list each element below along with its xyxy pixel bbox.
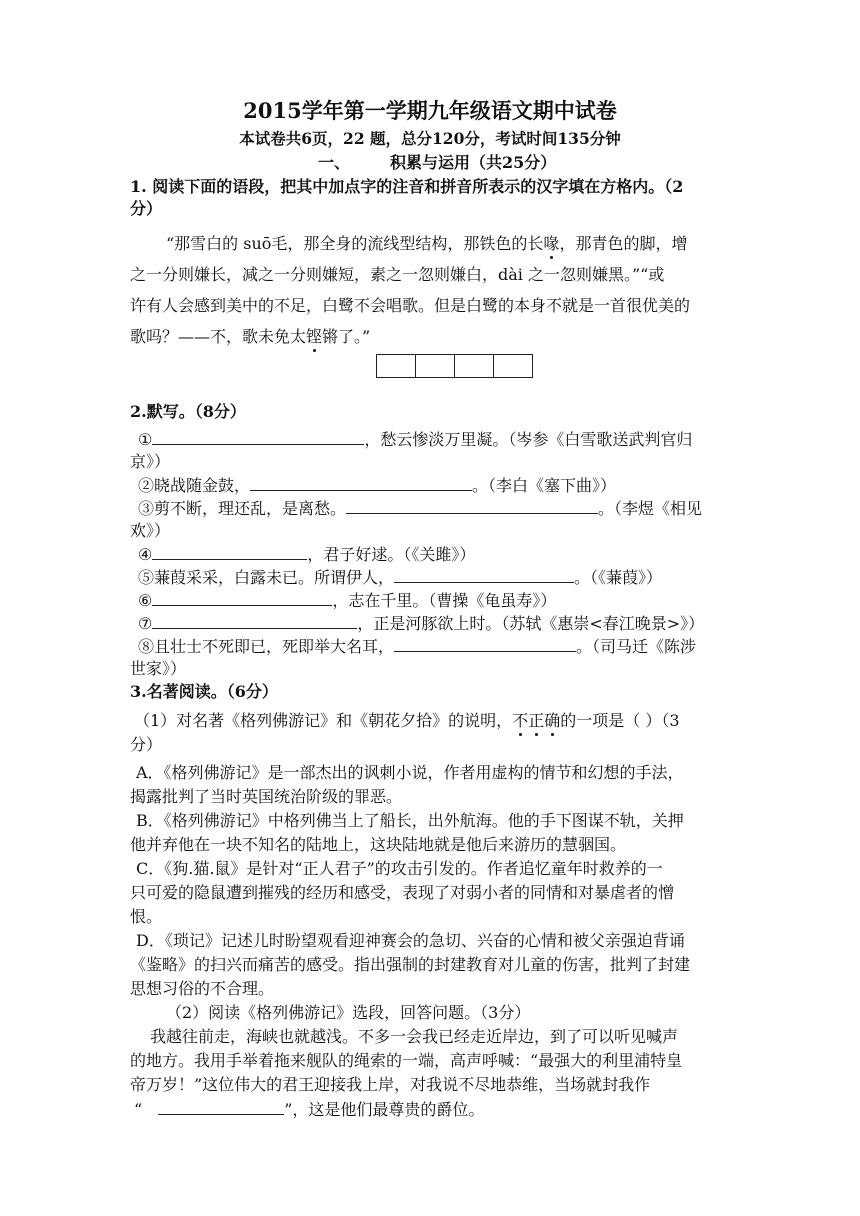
q2-text: 。（李煜《相见 bbox=[598, 499, 703, 518]
answer-blank[interactable] bbox=[152, 543, 307, 560]
q3-sub1-cont: 分） bbox=[130, 735, 163, 754]
q2-line5 bbox=[138, 566, 662, 589]
item-number: ① bbox=[138, 430, 153, 449]
dotted-char: 喙 bbox=[543, 234, 560, 253]
dotted-char: 不 bbox=[512, 711, 529, 730]
q1-passage-text: 锵了。” bbox=[322, 327, 371, 346]
section-heading bbox=[318, 152, 556, 174]
dotted-char: 确 bbox=[544, 711, 561, 730]
q1-passage-line1 bbox=[166, 233, 687, 255]
q3-sub1 bbox=[134, 710, 680, 732]
dotted-text bbox=[512, 711, 560, 730]
option-b-line1: B．《格列佛游记》中格列佛当上了船长，出外航海。他的手下图谋不轨，关押 bbox=[136, 811, 684, 830]
q2-text: ，君子好逑。（《关雎》） bbox=[307, 545, 476, 564]
q2-line1-cont: 京》） bbox=[130, 452, 171, 471]
q3-text: 的一项是（ ）（3 bbox=[560, 711, 680, 730]
q2-text: ，正是河豚欲上时。（苏轼《惠崇<春江晚景>》） bbox=[357, 614, 705, 633]
q2-line8-cont: 世家》） bbox=[130, 659, 187, 678]
q3-text: （1）对名著《格列佛游记》和《朝花夕拾》的说明， bbox=[134, 711, 513, 730]
answer-blank[interactable] bbox=[394, 566, 574, 583]
option-c-line3: 恨。 bbox=[130, 907, 163, 926]
q2-text: ③剪不断，理还乱，是离愁。 bbox=[138, 499, 347, 518]
item-number: ⑦ bbox=[138, 614, 153, 633]
answer-blank[interactable] bbox=[152, 589, 332, 606]
section-name: 积累与运用（共25分） bbox=[390, 153, 557, 172]
q2-line1 bbox=[138, 428, 692, 451]
q2-text: 。（司马迁《陈涉 bbox=[576, 637, 697, 656]
q2-text: ，志在千里。（曹操《龟虽寿》） bbox=[332, 591, 557, 610]
q2-text: 。（李白《塞下曲》） bbox=[472, 476, 617, 495]
q2-line3-cont: 欢》） bbox=[130, 521, 171, 540]
q2-line3 bbox=[138, 497, 702, 520]
q2-heading: 2.默写。（8分） bbox=[130, 402, 246, 421]
answer-box[interactable] bbox=[376, 354, 416, 378]
q2-line2 bbox=[138, 474, 616, 497]
answer-blank[interactable] bbox=[152, 612, 357, 629]
reading-line4 bbox=[134, 1098, 484, 1121]
answer-box[interactable] bbox=[454, 354, 494, 378]
exam-title: 2015学年第一学期九年级语文期中试卷 bbox=[243, 98, 617, 123]
answer-grid bbox=[376, 354, 532, 378]
option-a-line1: A．《格列佛游记》是一部杰出的讽刺小说，作者用虚构的情节和幻想的手法， bbox=[136, 763, 684, 782]
q1-prompt-line2: 分） bbox=[130, 199, 163, 218]
q1-passage-line4 bbox=[130, 326, 370, 348]
option-d-line2: 《鉴略》的扫兴而痛苦的感受。指出强制的封建教育对儿童的伤害，批判了封建 bbox=[130, 955, 691, 974]
q1-passage-text: “那雪白的 suō毛，那全身的流线型结构，那铁色的长 bbox=[166, 234, 544, 253]
dotted-char: 正 bbox=[528, 711, 545, 730]
option-c-line1: C．《狗.猫.鼠》是针对“正人君子”的攻击引发的。作者追忆童年时救养的一 bbox=[136, 859, 663, 878]
q2-line6 bbox=[138, 589, 556, 612]
q3-heading: 3.名著阅读。（6分） bbox=[130, 682, 278, 701]
q1-passage-line2: 之一分则嫌长，减之一分则嫌短，素之一忽则嫌白，dài 之一忽则嫌黑。”“或 bbox=[130, 265, 665, 284]
item-number: ⑥ bbox=[138, 591, 153, 610]
q2-text: ⑧且壮士不死即已，死即举大名耳， bbox=[138, 637, 395, 656]
q1-prompt-line1: 1. 阅读下面的语段，把其中加点字的注音和拼音所表示的汉字填在方格内。（2 bbox=[130, 177, 684, 196]
option-c-line2: 只可爱的隐鼠遭到摧残的经历和感受，表现了对弱小者的同情和对暴虐者的憎 bbox=[130, 883, 675, 902]
q2-text: ，愁云惨淡万里凝。（岑参《白雪歌送武判官归 bbox=[364, 430, 693, 449]
answer-blank[interactable] bbox=[394, 635, 576, 652]
q2-text: ⑤蒹葭采采，白露未已。所谓伊人， bbox=[138, 568, 395, 587]
answer-blank[interactable] bbox=[250, 474, 472, 491]
exam-subtitle: 本试卷共6页，22 题，总分120分，考试时间135分钟 bbox=[239, 129, 621, 148]
answer-blank[interactable] bbox=[346, 497, 598, 514]
reading-line2: 的地方。我用手举着拖来舰队的绳索的一端，高声呼喊：“最强大的利里浦特皇 bbox=[130, 1051, 683, 1070]
option-b-line2: 他并弃他在一块不知名的陆地上，这块陆地就是他后来游历的慧骃国。 bbox=[130, 835, 627, 854]
dotted-word bbox=[512, 711, 560, 730]
q2-text: 。（《蒹葭》） bbox=[574, 568, 663, 587]
reading-line3: 帝万岁！”这位伟大的君王迎接我上岸，对我说不尽地恭维，当场就封我作 bbox=[130, 1075, 651, 1094]
q2-line7 bbox=[138, 612, 704, 635]
quote-open: “ bbox=[134, 1100, 143, 1119]
answer-blank[interactable] bbox=[158, 1098, 284, 1115]
q2-text: ②晓战随金鼓， bbox=[138, 476, 251, 495]
answer-box[interactable] bbox=[493, 354, 533, 378]
section-number: 一、 bbox=[318, 153, 351, 172]
reading-line1: 我越往前走，海峡也就越浅。不多一会我已经走近岸边，到了可以听见喊声 bbox=[150, 1027, 679, 1046]
answer-box[interactable] bbox=[415, 354, 455, 378]
q3-sub2: （2）阅读《格列佛游记》选段，回答问题。（3分） bbox=[166, 1003, 531, 1022]
q2-line4 bbox=[138, 543, 475, 566]
q2-line8 bbox=[138, 635, 696, 658]
q1-passage-text: 歌吗？——不，歌未免太 bbox=[130, 327, 307, 346]
dotted-char: 铿 bbox=[306, 327, 323, 346]
answer-blank[interactable] bbox=[152, 428, 364, 445]
option-a-line2: 揭露批判了当时英国统治阶级的罪恶。 bbox=[130, 787, 403, 806]
item-number: ④ bbox=[138, 545, 153, 564]
option-d-line1: D．《琐记》记述儿时盼望观看迎神赛会的急切、兴奋的心情和被父亲强迫背诵 bbox=[136, 931, 685, 950]
q1-passage-line3: 许有人会感到美中的不足，白鹭不会唱歌。但是白鹭的本身不就是一首很优美的 bbox=[130, 296, 691, 315]
reading-text: ”，这是他们最尊贵的爵位。 bbox=[284, 1100, 485, 1119]
option-d-line3: 思想习俗的不合理。 bbox=[130, 979, 275, 998]
q1-passage-text: ，那青色的脚，增 bbox=[559, 234, 688, 253]
